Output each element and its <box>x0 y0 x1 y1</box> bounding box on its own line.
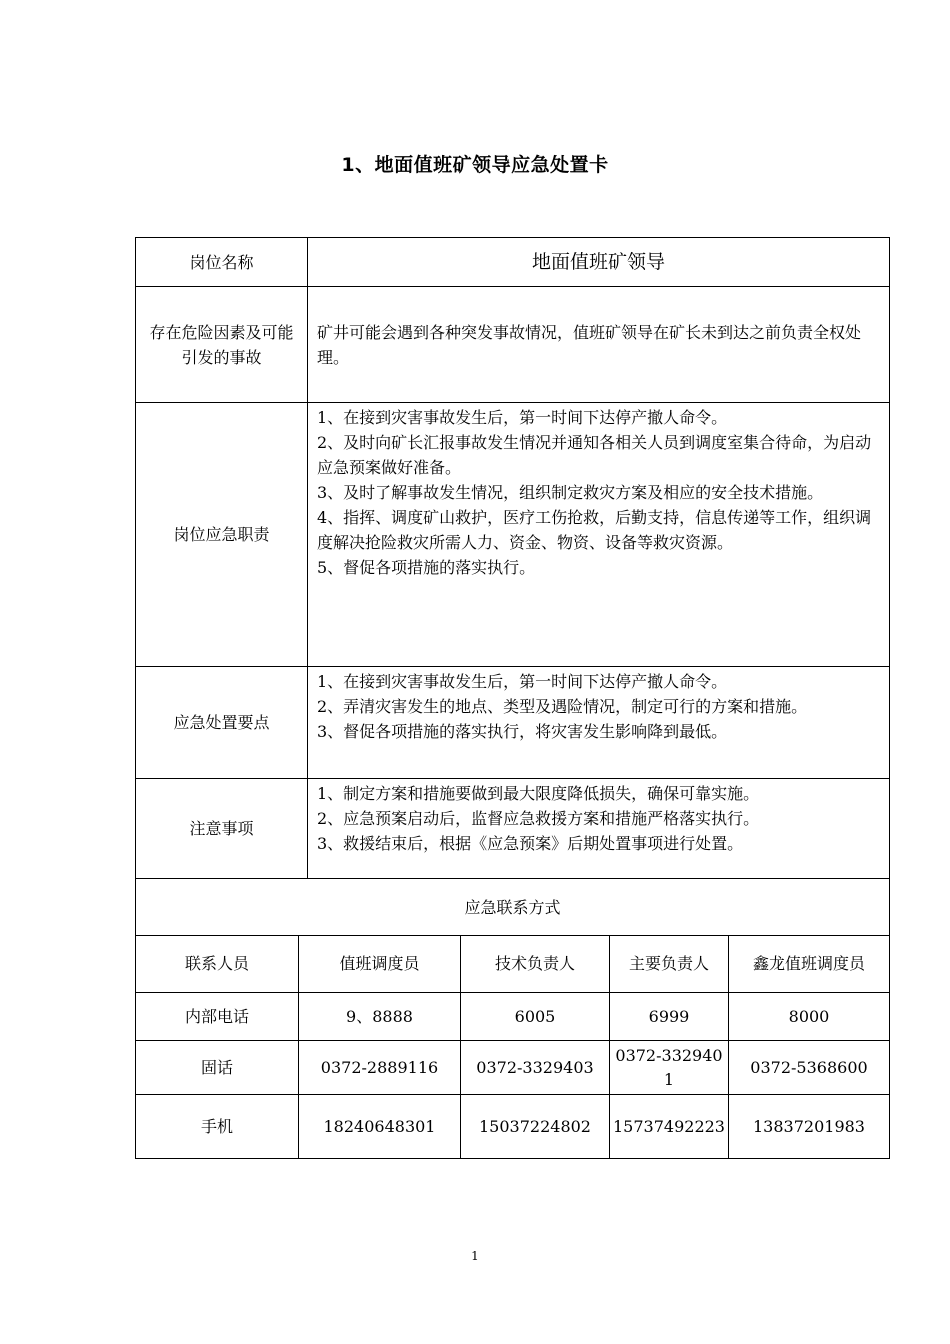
phone-cell: 6005 <box>461 993 610 1041</box>
phone-cell: 18240648301 <box>299 1095 461 1159</box>
key-points-content <box>308 667 890 779</box>
key-points-label: 应急处置要点 <box>136 667 308 779</box>
duty-line: 2、及时向矿长汇报事故发生情况并通知各相关人员到调度室集合待命，为启动应急预案做好准备。 <box>317 433 872 477</box>
duty-card-table <box>135 237 890 936</box>
position-label: 岗位名称 <box>136 238 308 287</box>
key-point-line: 2、弄清灾害发生的地点、类型及遇险情况，制定可行的方案和措施。 <box>317 697 808 716</box>
contact-row-internal <box>136 993 890 1041</box>
duties-row <box>136 403 890 667</box>
phone-cell: 9、8888 <box>299 993 461 1041</box>
contact-title-row <box>136 879 890 936</box>
key-point-line: 1、在接到灾害事故发生后，第一时间下达停产撤人命令。 <box>317 672 728 691</box>
duty-line: 4、指挥、调度矿山救护，医疗工伤抢救，后勤支持，信息传递等工作，组织调度解决抢险救灾所需人力、资金、物资、设备等救灾资源。 <box>317 508 872 552</box>
position-value: 地面值班矿领导 <box>308 238 890 287</box>
contact-header-row <box>136 936 890 993</box>
contact-row-landline <box>136 1041 890 1095</box>
phone-cell: 13837201983 <box>729 1095 890 1159</box>
phone-cell: 0372-3329401 <box>610 1041 729 1095</box>
hazard-label: 存在危险因素及可能引发的事故 <box>136 287 308 403</box>
phone-cell: 6999 <box>610 993 729 1041</box>
header-cell: 联系人员 <box>136 936 299 993</box>
row-label: 内部电话 <box>136 993 299 1041</box>
key-point-line: 3、督促各项措施的落实执行，将灾害发生影响降到最低。 <box>317 722 728 741</box>
phone-cell: 0372-2889116 <box>299 1041 461 1095</box>
contact-section-title: 应急联系方式 <box>136 879 890 936</box>
phone-cell: 0372-5368600 <box>729 1041 890 1095</box>
hazard-line: 矿井可能会遇到各种突发事故情况，值班矿领导在矿长未到达之前负责全权处理。 <box>317 323 862 367</box>
phone-cell: 15037224802 <box>461 1095 610 1159</box>
contact-row-mobile <box>136 1095 890 1159</box>
position-row <box>136 238 890 287</box>
duties-label: 岗位应急职责 <box>136 403 308 667</box>
duty-line: 3、及时了解事故发生情况，组织制定救灾方案及相应的安全技术措施。 <box>317 483 824 502</box>
header-cell: 鑫龙值班调度员 <box>729 936 890 993</box>
hazard-content <box>308 287 890 403</box>
page-number: 1 <box>471 1249 479 1263</box>
notes-content <box>308 779 890 879</box>
phone-cell: 0372-3329403 <box>461 1041 610 1095</box>
phone-cell: 15737492223 <box>610 1095 729 1159</box>
header-cell: 主要负责人 <box>610 936 729 993</box>
duty-line: 1、在接到灾害事故发生后，第一时间下达停产撤人命令。 <box>317 408 728 427</box>
note-line: 1、制定方案和措施要做到最大限度降低损失，确保可靠实施。 <box>317 784 760 803</box>
duty-line: 5、督促各项措施的落实执行。 <box>317 558 536 577</box>
contact-table <box>135 935 890 1159</box>
duties-content <box>308 403 890 667</box>
notes-label: 注意事项 <box>136 779 308 879</box>
hazard-row <box>136 287 890 403</box>
note-line: 2、应急预案启动后，监督应急救援方案和措施严格落实执行。 <box>317 809 760 828</box>
header-cell: 值班调度员 <box>299 936 461 993</box>
header-cell: 技术负责人 <box>461 936 610 993</box>
phone-cell: 8000 <box>729 993 890 1041</box>
note-line: 3、救援结束后，根据《应急预案》后期处置事项进行处置。 <box>317 834 744 853</box>
row-label: 固话 <box>136 1041 299 1095</box>
row-label: 手机 <box>136 1095 299 1159</box>
key-points-row <box>136 667 890 779</box>
notes-row <box>136 779 890 879</box>
document-title: 1、地面值班矿领导应急处置卡 <box>341 154 609 176</box>
